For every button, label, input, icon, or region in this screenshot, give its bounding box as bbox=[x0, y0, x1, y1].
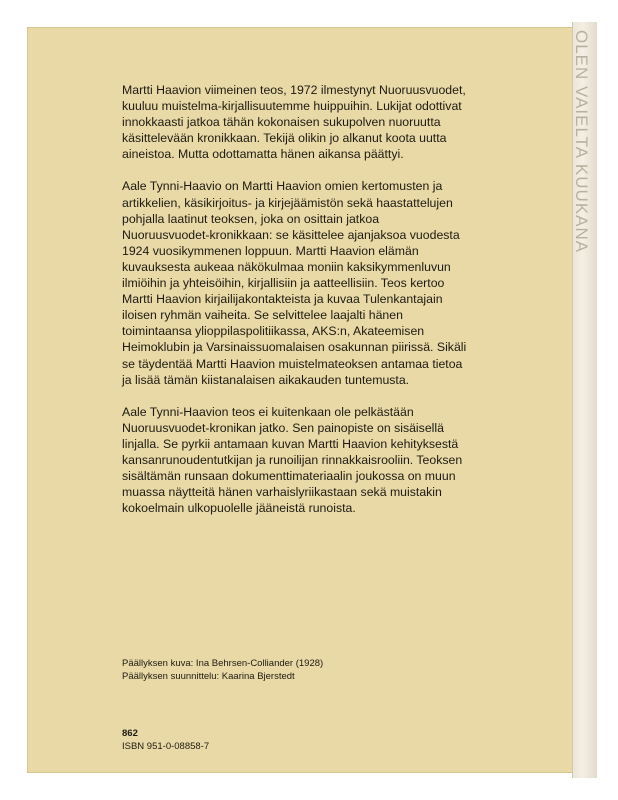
spine-title: OLEN VAIELTA KUUKANA bbox=[572, 30, 591, 254]
blurb-paragraph-1: Martti Haavion viimeinen teos, 1972 ilmestynyt Nuoruusvuodet, kuuluu muistelma-kirjallisuutemme huippuihin. Lukijat odottivat innokkaasti jatkoa tähän kokonaisen sukupolven nuoruutta käsittelevään kronikkaan. Tekijä olikin jo alkanut koota uutta aineistoa. Mutta odottamatta hänen aikansa päättyi. bbox=[122, 83, 466, 162]
catalog-number: 862 bbox=[122, 728, 138, 739]
blurb-text bbox=[122, 82, 467, 532]
cover-image-credit: Päällyksen kuva: Ina Behrsen-Colliander (1928) bbox=[122, 658, 324, 669]
blurb-paragraph-2: Aale Tynni-Haavio on Martti Haavion omien kertomusten ja artikkelien, käsikirjoitus- ja kirjejäämistön sekä haastattelujen pohjalla laatinut teoksen, joka on osittain jatkoa Nuoruusvuodet-kronikkaan: se käsittelee ajanjaksoa vuodesta 1924 vuosikymmenen loppuun. Martti Haavion elämän kuvauksesta aukeaa näkökulmaa moniin kaksikymmenluvun ilmiöihin ja yhteisöihin, kirjallisiin ja aatteellisiin. Teos kertoo Martti Haavion kirjailijakontakteista ja kuvaa Tulenkantajain iloisen ryhmän vaiheita. Se selvittelee laajalti hänen toimintaansa ylioppilaspolitiikassa, AKS:n, Akateemisen Heimoklubin ja Varsinaissuomalaisen osakunnan piirissä. Sikäli se täydentää Martti Haavion muistelmateoksen antamaa tietoa ja lisää tämän kiistanalaisen aikakauden tuntemusta. bbox=[122, 179, 467, 387]
cover-credits bbox=[122, 657, 323, 683]
publication-info bbox=[122, 727, 209, 753]
isbn: ISBN 951-0-08858-7 bbox=[122, 741, 210, 752]
blurb-paragraph-3: Aale Tynni-Haavion teos ei kuitenkaan ole pelkästään Nuoruusvuodet-kronikan jatko. Sen painopiste on sisäisellä linjalla. Se pyrkii antamaan kuvan Martti Haavion kehityksestä kansanrunoudentutkijan ja runoilijan rinnakkaisrooliin. Teoksen sisältämän runsaan dokumenttimateriaalin joukossa on muun muassa näytteitä hänen varhaislyriikastaan sekä muistakin kokoelmain ulkopuolelle jääneistä runoista. bbox=[122, 404, 463, 516]
cover-design-credit: Päällyksen suunnittelu: Kaarina Bjerstedt bbox=[122, 671, 295, 682]
book-spine bbox=[572, 22, 597, 778]
